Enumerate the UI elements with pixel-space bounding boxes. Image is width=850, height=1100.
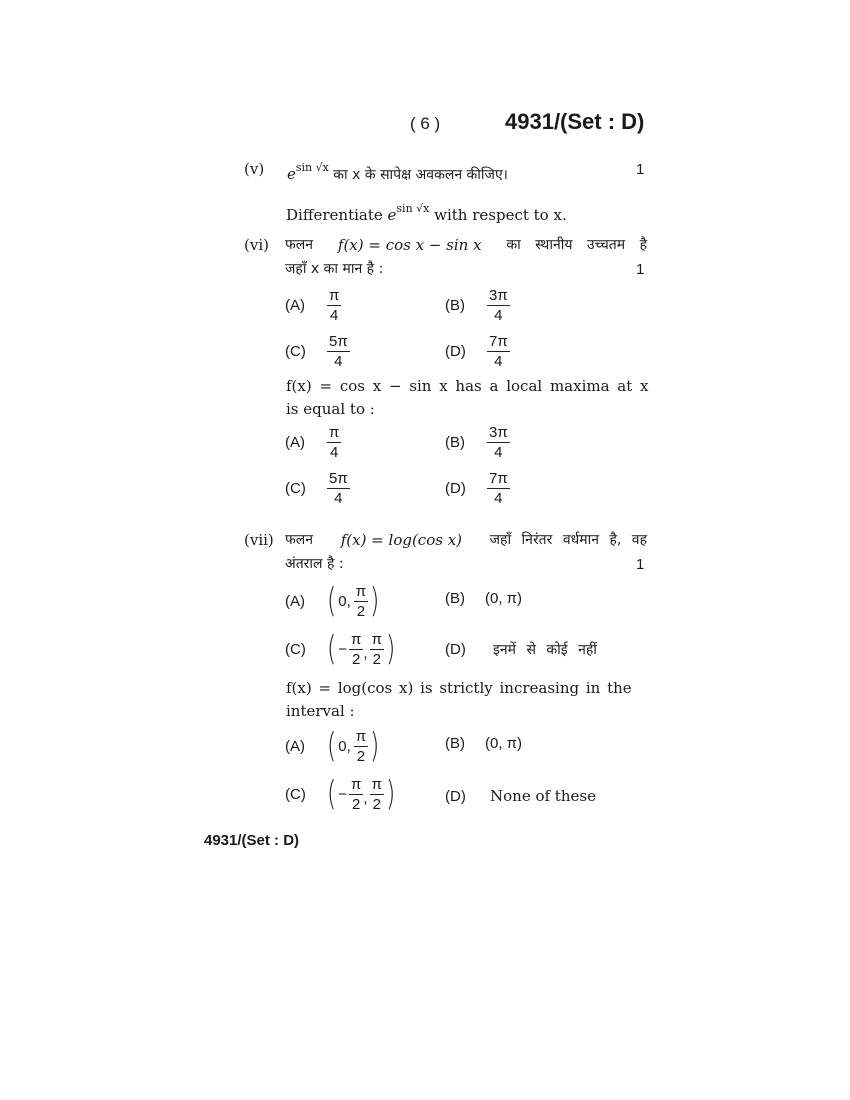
fraction [370, 631, 384, 668]
interval [325, 726, 381, 766]
option-d[interactable] [445, 640, 597, 659]
hindi-prefix: फलन [285, 237, 314, 253]
interval-left: 0, [338, 592, 351, 610]
marks: 1 [636, 556, 645, 573]
left-paren: ( [326, 726, 337, 766]
denominator: 4 [334, 490, 343, 507]
denominator: 4 [494, 353, 503, 370]
question-english-line1: f(x) = cos x − sin x has a local maxima at x [286, 377, 649, 395]
hindi-prefix: फलन [285, 532, 314, 548]
fraction [487, 424, 510, 461]
right-paren: ) [370, 726, 380, 766]
fraction [349, 631, 363, 668]
left-paren: ( [326, 629, 337, 669]
question-number: (vii) [244, 531, 274, 549]
option-value: (0, π) [485, 590, 523, 607]
denominator: 2 [356, 747, 366, 765]
denominator: 4 [330, 444, 339, 461]
hindi-text: का x के सापेक्ष अवकलन कीजिए। [328, 167, 508, 183]
fraction [354, 583, 368, 620]
option-a[interactable] [285, 424, 341, 461]
option-a[interactable] [285, 287, 341, 324]
fraction [487, 470, 510, 507]
math-base: e [287, 165, 296, 183]
question-hindi-text [287, 158, 508, 187]
option-label: (D) [445, 641, 466, 658]
paper-code-footer: 4931/(Set : D) [204, 832, 300, 849]
option-c[interactable] [285, 773, 397, 815]
numerator: π [351, 775, 362, 793]
option-d[interactable] [445, 333, 510, 370]
question-number: (v) [244, 160, 265, 178]
option-label: (A) [285, 737, 305, 755]
option-b[interactable] [445, 424, 510, 461]
denominator: 4 [494, 307, 503, 324]
right-paren: ) [385, 774, 396, 814]
marks: 1 [636, 161, 645, 178]
denominator: 2 [372, 650, 381, 668]
english-suffix: with respect to x. [429, 206, 567, 224]
denominator: 4 [494, 490, 503, 507]
question-english-line2: interval : [286, 702, 355, 720]
question-english-line2: is equal to : [286, 400, 375, 418]
denominator: 2 [352, 795, 361, 813]
left-paren: ( [326, 581, 337, 621]
option-label: (A) [285, 297, 305, 314]
question-number: (vi) [244, 236, 269, 254]
numerator: 5π [329, 333, 348, 350]
denominator: 2 [352, 650, 361, 668]
english-prefix: Differentiate [286, 206, 388, 224]
numerator: π [355, 582, 367, 600]
numerator: π [329, 287, 340, 304]
fraction [370, 776, 384, 813]
option-label: (B) [445, 590, 465, 607]
numerator: 7π [489, 470, 508, 487]
option-c[interactable] [285, 470, 350, 507]
option-a[interactable] [285, 580, 381, 622]
comma: , [363, 789, 368, 807]
math-base: e [387, 206, 397, 224]
numerator: π [329, 424, 340, 441]
denominator: 2 [372, 795, 381, 813]
fraction [327, 333, 350, 370]
option-label: (D) [445, 788, 466, 805]
numerator: 5π [329, 470, 348, 487]
math-exponent: sin √x [396, 202, 430, 215]
option-label: (B) [445, 735, 465, 752]
option-b[interactable] [445, 735, 522, 752]
option-label: (B) [445, 297, 465, 314]
question-hindi-line1 [285, 529, 647, 552]
question-hindi-line1 [285, 234, 647, 257]
option-value: (0, π) [485, 735, 523, 752]
option-label: (C) [285, 480, 306, 497]
interval [325, 629, 397, 669]
marks: 1 [636, 261, 645, 278]
option-a[interactable] [285, 725, 381, 767]
option-b[interactable] [445, 590, 522, 607]
numerator: 3π [489, 287, 508, 304]
fraction [327, 470, 350, 507]
math-expression: f(x) = cos x − sin x [337, 236, 482, 254]
denominator: 4 [494, 444, 503, 461]
math-exponent: sin √x [295, 161, 329, 174]
fraction [327, 424, 341, 461]
interval [325, 581, 381, 621]
math-expression: f(x) = log(cos x) [340, 531, 463, 549]
interval-left: 0, [338, 737, 351, 755]
hindi-suffix: जहाँ निरंतर वर्धमान है, वह [489, 532, 647, 548]
question-english-line1: f(x) = log(cos x) is strictly increasing in the [286, 679, 632, 697]
option-label: (B) [445, 434, 465, 451]
denominator: 4 [334, 353, 343, 370]
fraction [487, 287, 510, 324]
fraction [349, 776, 363, 813]
option-label: (D) [445, 343, 466, 360]
option-label: (C) [285, 640, 306, 658]
question-english-text [286, 199, 567, 227]
denominator: 2 [356, 602, 366, 620]
option-label: (A) [285, 434, 305, 451]
numerator: π [355, 727, 367, 745]
paper-code-header: 4931/(Set : D) [505, 109, 645, 134]
numerator: 7π [489, 333, 508, 350]
option-value: इनमें से कोई नहीं [493, 642, 597, 658]
option-c[interactable] [285, 628, 397, 670]
minus-sign: − [338, 640, 348, 658]
right-paren: ) [370, 581, 380, 621]
question-hindi-line2: अंतराल है : [285, 556, 344, 572]
right-paren: ) [385, 629, 396, 669]
option-label: (C) [285, 785, 306, 803]
hindi-suffix: का स्थानीय उच्चतम है [506, 237, 647, 253]
numerator: π [351, 630, 362, 648]
interval [325, 774, 397, 814]
fraction [487, 333, 510, 370]
numerator: 3π [489, 424, 508, 441]
left-paren: ( [326, 774, 337, 814]
option-value: None of these [490, 787, 596, 805]
option-label: (A) [285, 592, 305, 610]
option-c[interactable] [285, 333, 350, 370]
option-d[interactable] [445, 785, 596, 808]
denominator: 4 [330, 307, 339, 324]
option-label: (C) [285, 343, 306, 360]
minus-sign: − [338, 785, 348, 803]
fraction [354, 728, 368, 765]
numerator: π [371, 630, 382, 648]
fraction [327, 287, 341, 324]
option-b[interactable] [445, 287, 510, 324]
page-number: ( 6 ) [410, 114, 441, 133]
option-label: (D) [445, 480, 466, 497]
question-hindi-line2: जहाँ x का मान है : [285, 261, 384, 277]
option-d[interactable] [445, 470, 510, 507]
comma: , [363, 644, 368, 662]
numerator: π [371, 775, 382, 793]
